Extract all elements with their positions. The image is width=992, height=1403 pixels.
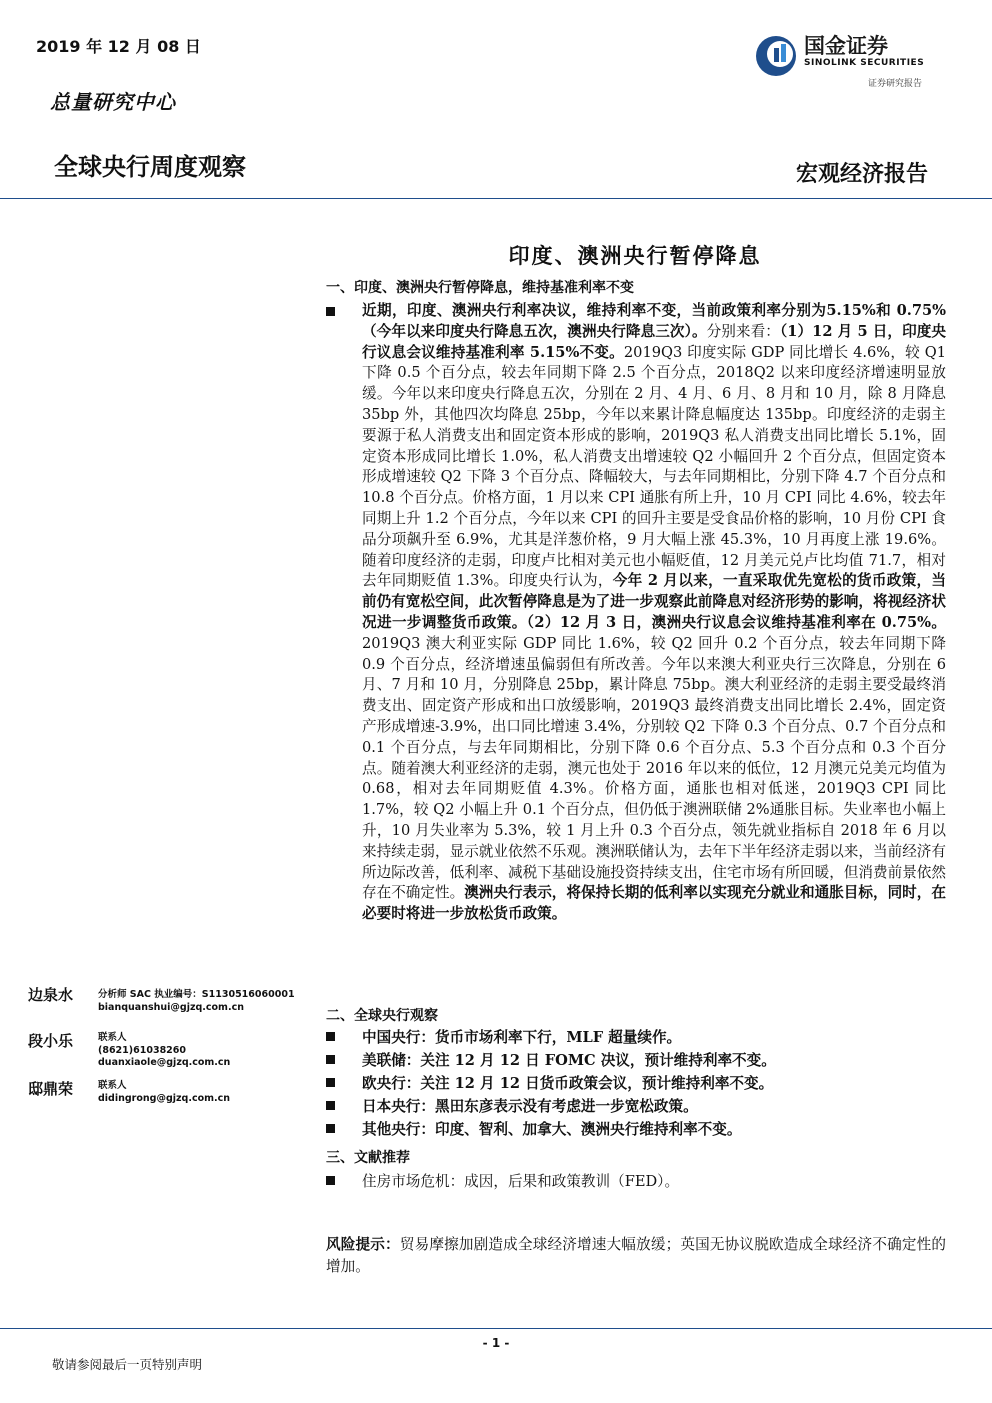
section-1-body (326, 301, 946, 925)
headline: 印度、澳洲央行暂停降息 (508, 243, 762, 268)
section-2-title: 二、全球央行观察 (326, 1008, 438, 1024)
list-item (326, 1072, 776, 1095)
author-email: didingrong@gjzq.com.cn (98, 1092, 231, 1104)
list-item (326, 1026, 776, 1049)
section-3-title: 三、文献推荐 (326, 1150, 410, 1166)
author-name: 边泉水 (28, 986, 74, 1004)
bullet-square-icon (326, 1078, 335, 1087)
author-list (28, 984, 318, 1114)
section-1-title: 一、印度、澳洲央行暂停降息，维持基准利率不变 (326, 280, 634, 296)
author-name: 段小乐 (28, 1032, 74, 1050)
author-email: bianquanshui@gjzq.com.cn (98, 1001, 244, 1013)
author-info (98, 1080, 230, 1105)
research-center: 总量研究中心 (50, 90, 176, 114)
author-info (98, 989, 295, 1014)
company-logo (754, 28, 954, 92)
australia-rba-view: 澳洲央行表示，将保持长期的低利率以实现充分就业和通胀目标，同时，在必要时将进一步放松货币政策。 (362, 884, 946, 923)
list-item (326, 301, 946, 925)
footer-divider (0, 1328, 992, 1329)
risk-label: 风险提示： (326, 1236, 400, 1253)
list-item-text: 中国央行：货币市场利率下行，MLF 超量续作。 (362, 1029, 682, 1046)
report-title: 全球央行周度观察 (54, 153, 246, 181)
summary-text: 分别来看： (706, 322, 780, 340)
list-item-text: 日本央行：黑田东彦表示没有考虑进一步宽松政策。 (362, 1098, 698, 1115)
risk-text: 贸易摩擦加剧造成全球经济增速大幅放缓；英国无协议脱欧造成全球经济不确定性的增加。 (326, 1236, 946, 1275)
report-date: 2019 年 12 月 08 日 (36, 37, 201, 56)
list-item (326, 1118, 776, 1141)
author-card (28, 1078, 318, 1114)
list-item-text: 欧央行：关注 12 月 12 日货币政策会议，预计维持利率不变。 (362, 1075, 774, 1092)
logo-subtitle: 证券研究报告 (868, 79, 923, 89)
author-card (28, 1030, 318, 1078)
summary-bold: 近期，印度、澳洲央行利率决议，维持利率不变，当前政策利率分别为5.15%和 0.75%（今年以来印度央行降息五次，澳洲央行降息三次）。 (362, 302, 946, 340)
list-item-text: 住房市场危机：成因，后果和政策教训（FED）。 (362, 1173, 680, 1190)
list-item (326, 1170, 679, 1193)
sinolink-logo-icon (754, 34, 798, 78)
author-email: duanxiaole@gjzq.com.cn (98, 1057, 231, 1068)
logo-name-cn: 国金证券 (804, 34, 888, 58)
india-text: 2019Q3 印度实际 GDP 同比增长 4.6%，较 Q1 下降 0.5 个百分点，较去年同期下降 2.5 个百分点，2018Q2 以来印度经济增速明显放缓。今年以来印度央行降息五次，分别在 2 月、4 月、6 月、8 月和 10 月，除 8 月降息 35bp 外，其他四次均降息 25bp，今年以来累计降息幅度达 135bp。印度经济的走弱主要源于私人消费支出和固定资本形成的影响，2019Q3 私人消费支出同比增长 5.1%，固定资本形成同比增长 1.0%，私人消费支出增速较 Q2 小幅回升 2 个百分点，但固定资本形成增速较 Q2 下降 3 个百分点、降幅较大，与去年同期相比，分别下降 4.7 个百分点和 10.8 个百分点。价格方面，1 月以来 CPI 通胀有所上升，10 月 CPI 同比 4.6%，较去年同期上升 1.2 个百分点，今年以来 CPI 的回升主要是受食品价格的影响，10 月份 CPI 食品分项飙升至 6.9%，尤其是洋葱价格，9 月大幅上涨 45.3%，10 月再度上涨 19.6%。随着印度经济的走弱，印度卢比相对美元也小幅贬值，12 月美元兑卢比均值 71.7，相对去年同期贬值 1.3%。印度央行认为， (362, 343, 946, 590)
section-2-list (326, 1026, 776, 1141)
author-name: 邸鼎荣 (28, 1080, 74, 1098)
bullet-square-icon (326, 1124, 335, 1133)
report-type: 宏观经济报告 (795, 161, 928, 187)
author-info (98, 1032, 230, 1070)
list-item (326, 1049, 776, 1072)
australia-text: 2019Q3 澳大利亚实际 GDP 同比 1.6%，较 Q2 回升 0.2 个百分点，较去年同期下降 0.9 个百分点，经济增速虽偏弱但有所改善。今年以来澳大利亚央行三次降息，分别在 6 月、7 月和 10 月，分别降息 25bp，累计降息 75bp。澳大利亚经济的走弱主要受最终消费支出、固定资产形成和出口放缓影响，2019Q3 最终消费支出同比增长 2.4%，固定资产形成增速-3.9%，出口同比增速 3.4%，分别较 Q2 下降 0.3 个百分点、0.7 个百分点和 0.1 个百分点，与去年同期相比，分别下降 0.6 个百分点、5.3 个百分点和 0.3 个百分点。随着澳大利亚经济的走弱，澳元也处于 2016 年以来的低位，12 月澳元兑美元均值为 0.68，相对去年同期贬值 4.3%。价格方面，通胀也相对低迷，2019Q3 CPI 同比 1.7%，较 Q2 小幅上升 0.1 个百分点，但仍低于澳洲联储 2%通胀目标。失业率也小幅上升，10 月失业率为 5.3%，较 1 月上升 0.3 个百分点，领先就业指标自 2018 年 6 月以来持续走弱，显示就业依然不乐观。澳洲联储认为，去年下半年经济走弱以来，当前经济有所边际改善，低利率、减税下基础设施投资持续支出，住宅市场有所回暖，但消费前景依然存在不确定性。 (362, 634, 946, 902)
disclaimer-note: 敬请参阅最后一页特别声明 (52, 1357, 203, 1372)
header-divider (0, 198, 992, 199)
list-item-text: 其他央行：印度、智利、加拿大、澳洲央行维持利率不变。 (362, 1121, 742, 1138)
section-3-list (326, 1170, 679, 1193)
author-role: 联系人 (98, 1032, 127, 1043)
logo-name-en: SINOLINK SECURITIES (804, 58, 925, 68)
list-item-text: 美联储：关注 12 月 12 日 FOMC 决议，预计维持利率不变。 (362, 1052, 776, 1069)
author-role: 分析师 SAC 执业编号：S1130516060001 (98, 989, 295, 1000)
author-role: 联系人 (98, 1080, 127, 1091)
list-item (326, 1095, 776, 1118)
india-heading: （1）12 月 5 日，印度央行议息会议维持基准利率 5.15%不变。 (362, 322, 947, 361)
bullet-square-icon (326, 1055, 335, 1064)
author-phone: (8621)61038260 (98, 1044, 187, 1056)
author-card (28, 984, 318, 1030)
bullet-square-icon (326, 1032, 335, 1041)
bullet-square-icon (326, 1101, 335, 1110)
bullet-square-icon (326, 1176, 335, 1185)
india-rbi-view: 今年 2 月以来，一直采取优先宽松的货币政策，当前仍有宽松空间，此次暂停降息是为了进一步观察此前降息对经济形势的影响，将视经济状况进一步调整货币政策。（2）12 月 3 日，澳洲央行议息会议维持基准利率在 0.75%。 (362, 572, 946, 631)
page-number: - 1 - (482, 1336, 510, 1350)
bullet-square-icon (326, 307, 335, 316)
risk-warning (326, 1234, 946, 1278)
